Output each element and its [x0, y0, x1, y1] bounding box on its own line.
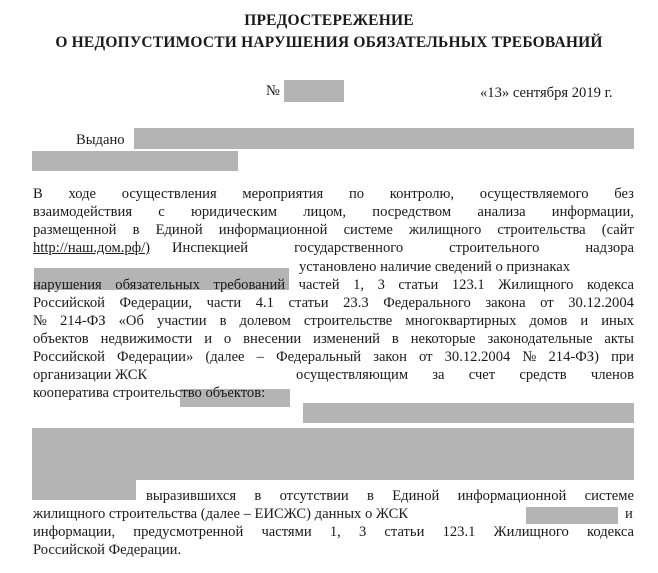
- word: Единой: [155, 222, 203, 238]
- word: статьи: [288, 295, 329, 311]
- redacted-recipient: [134, 128, 634, 149]
- body-line: [33, 330, 634, 348]
- body-line: [172, 239, 634, 257]
- word: членов: [590, 367, 634, 383]
- word: Российской: [33, 295, 105, 311]
- word: в: [254, 488, 262, 504]
- word: строительстве: [303, 313, 393, 329]
- word: В: [33, 186, 43, 202]
- word: без: [614, 186, 634, 202]
- word: частями: [261, 524, 312, 540]
- word: 30.12.2004: [444, 349, 511, 365]
- word: надзора: [585, 240, 634, 256]
- word: участии: [156, 313, 207, 329]
- word: закон: [373, 349, 407, 365]
- word: Федеральный: [276, 349, 362, 365]
- word: 3: [358, 524, 367, 540]
- word: информационной: [218, 222, 328, 238]
- issued-label: Выдано: [76, 132, 125, 148]
- word: №: [33, 313, 47, 329]
- word: закона: [485, 295, 526, 311]
- word: контролю,: [389, 186, 455, 202]
- word: (далее: [205, 349, 245, 365]
- word: информационной: [457, 488, 567, 504]
- word: мероприятия: [242, 186, 324, 202]
- word: объектов: [33, 331, 89, 347]
- word: (сайт: [601, 222, 634, 238]
- document-subtitle: О НЕДОПУСТИМОСТИ НАРУШЕНИЯ ОБЯЗАТЕЛЬНЫХ ТРЕБОВАНИЙ: [55, 34, 603, 51]
- word: 4.1: [255, 295, 274, 311]
- word: Федерации»: [117, 349, 194, 365]
- word: за: [432, 367, 445, 383]
- redacted-zhsk-name-2: [526, 507, 618, 524]
- word: кодекса: [587, 277, 634, 293]
- word: статьи: [384, 524, 425, 540]
- word: счет: [468, 367, 496, 383]
- body-line: и: [625, 506, 633, 522]
- word: строительного: [449, 240, 540, 256]
- word: Федерации,: [119, 295, 193, 311]
- word: обязательных: [115, 277, 200, 293]
- body-line: [33, 221, 634, 239]
- document-date: «13» сентября 2019 г.: [480, 85, 613, 101]
- word: долевом: [239, 313, 291, 329]
- word: информации,: [33, 524, 116, 540]
- word: в: [367, 488, 374, 504]
- body-line: [33, 348, 634, 366]
- redacted-objects-block: [32, 428, 634, 480]
- body-line: [33, 294, 634, 312]
- word: отсутствии: [279, 488, 349, 504]
- word: анализа: [477, 204, 526, 220]
- redacted-recipient-cont: [32, 151, 238, 171]
- word: 3: [377, 277, 385, 293]
- word: частей: [298, 277, 340, 293]
- redacted-number: [284, 80, 344, 102]
- number-label: №: [266, 83, 280, 99]
- word: Федерального: [383, 295, 471, 311]
- word: с: [158, 204, 165, 220]
- body-line: [33, 203, 634, 221]
- word: в: [219, 313, 227, 329]
- word: 214-ФЗ: [59, 313, 106, 329]
- word: Жилищного: [493, 524, 569, 540]
- word: акты: [604, 331, 634, 347]
- word: некоторые: [410, 331, 476, 347]
- word: Единой: [392, 488, 440, 504]
- word: внесении: [243, 331, 302, 347]
- body-line: [33, 523, 634, 541]
- body-line: [296, 366, 634, 384]
- word: 1,: [329, 524, 341, 540]
- word: средств: [519, 367, 567, 383]
- word: изменений: [313, 331, 380, 347]
- word: многоквартирных: [405, 313, 517, 329]
- word: осуществляющим: [296, 367, 409, 383]
- word: законодательные: [487, 331, 593, 347]
- word: государственного: [294, 240, 404, 256]
- word: 23.3: [343, 295, 369, 311]
- word: №: [522, 349, 537, 365]
- word: 214-ФЗ): [548, 349, 599, 365]
- word: по: [348, 186, 365, 202]
- word: Российской: [33, 349, 105, 365]
- redacted-objects-end: [32, 480, 136, 500]
- word: иных: [601, 313, 634, 329]
- body-line: жилищного строительства (далее – ЕИСЖС) данных о ЖСК: [33, 506, 409, 522]
- word: информации,: [551, 204, 634, 220]
- word: домов: [529, 313, 568, 329]
- word: 123.1: [451, 277, 485, 293]
- body-line: [33, 312, 634, 330]
- word: строительства: [497, 222, 586, 238]
- word: размещенной: [33, 222, 117, 238]
- word: осуществления: [121, 186, 217, 202]
- word: предусмотренной: [133, 524, 244, 540]
- word: о: [223, 331, 232, 347]
- body-line: установлено наличие сведений о признаках: [299, 259, 571, 275]
- site-link[interactable]: http://наш.дом.рф/): [33, 240, 151, 256]
- word: в: [391, 331, 399, 347]
- word: выразившихся: [146, 488, 237, 504]
- word: 1,: [353, 277, 365, 293]
- body-line: [33, 276, 634, 294]
- redacted-objects: [303, 403, 634, 423]
- word: осуществляемого: [479, 186, 589, 202]
- word: «Об: [118, 313, 144, 329]
- word: взаимодействия: [33, 204, 133, 220]
- word: Инспекцией: [172, 240, 249, 256]
- document-title: ПРЕДОСТЕРЕЖЕНИЕ: [244, 12, 414, 29]
- body-line: [146, 487, 634, 505]
- word: от: [419, 349, 433, 365]
- word: и: [580, 313, 589, 329]
- body-line: Российской Федерации.: [33, 542, 182, 558]
- word: посредством: [372, 204, 452, 220]
- word: и: [204, 331, 212, 347]
- word: требований: [213, 277, 286, 293]
- word: 30.12.2004: [568, 295, 634, 311]
- word: –: [256, 349, 264, 365]
- word: в: [132, 222, 140, 238]
- word: системе: [584, 488, 634, 504]
- word: ходе: [68, 186, 96, 202]
- word: Жилищного: [498, 277, 574, 293]
- word: нарушения: [33, 277, 102, 293]
- word: недвижимости: [100, 331, 193, 347]
- word: 123.1: [442, 524, 476, 540]
- word: от: [540, 295, 554, 311]
- word: кодекса: [586, 524, 634, 540]
- body-line: кооператива строительство объектов:: [33, 385, 266, 401]
- word: при: [611, 349, 634, 365]
- word: лицом,: [303, 204, 347, 220]
- word: системе: [343, 222, 393, 238]
- body-line: [33, 185, 634, 203]
- body-line: организации ЖСК: [33, 367, 148, 383]
- word: статьи: [398, 277, 439, 293]
- word: жилищного: [409, 222, 482, 238]
- word: части: [206, 295, 242, 311]
- word: юридическим: [190, 204, 278, 220]
